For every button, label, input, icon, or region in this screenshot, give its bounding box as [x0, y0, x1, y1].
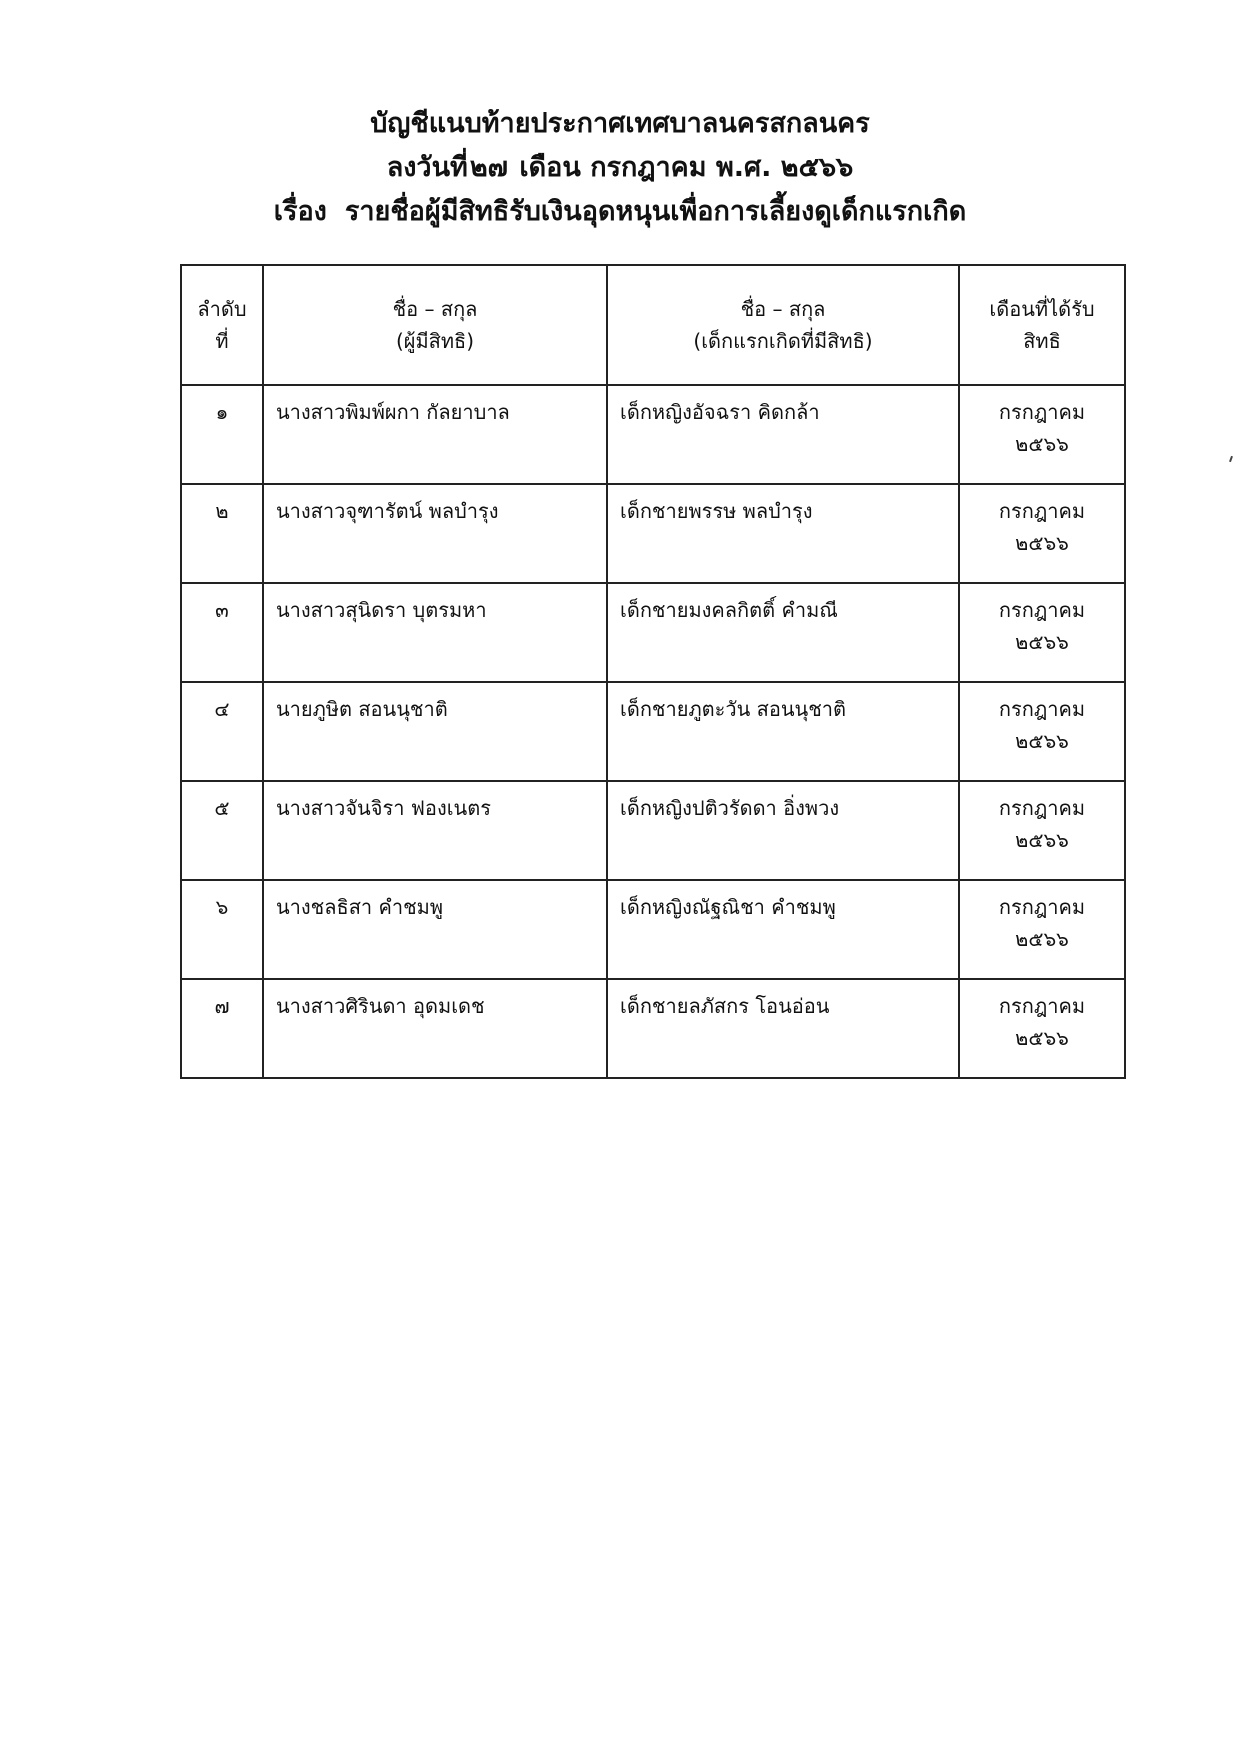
header-no-line1: ลำดับ [197, 297, 247, 321]
table-header-row [181, 265, 1125, 385]
header-rights-holder-line2: (ผู้มีสิทธิ) [395, 329, 475, 353]
child-name: เด็กชายภูตะวัน สอนนุชาติ [607, 682, 959, 781]
header-month-line2: สิทธิ [1023, 329, 1061, 353]
header-no [181, 265, 263, 385]
child-name: เด็กชายพรรษ พลบำรุง [607, 484, 959, 583]
month-year: ๒๕๖๖ [1015, 729, 1069, 753]
table-row [181, 880, 1125, 979]
rights-month [959, 385, 1125, 484]
row-number: ๖ [181, 880, 263, 979]
header-rights-holder [263, 265, 607, 385]
month-name: กรกฎาคม [998, 697, 1086, 721]
header-child-line1: ชื่อ – สกุล [740, 297, 826, 321]
table-row [181, 484, 1125, 583]
document-header [180, 108, 1060, 240]
rights-holder-name: นางสาวจันจิรา ฟองเนตร [263, 781, 607, 880]
scan-mark [1229, 456, 1233, 462]
row-number: ๑ [181, 385, 263, 484]
rights-month [959, 880, 1125, 979]
month-name: กรกฎาคม [998, 895, 1086, 919]
month-year: ๒๕๖๖ [1015, 927, 1069, 951]
child-name: เด็กหญิงอัจฉรา คิดกล้า [607, 385, 959, 484]
document-date-line [180, 152, 1060, 196]
table-row [181, 583, 1125, 682]
rights-month [959, 682, 1125, 781]
table-row [181, 385, 1125, 484]
rights-month [959, 583, 1125, 682]
date-prefix: ลงวันที่ [386, 152, 468, 183]
rights-holder-name: นางสาวศิรินดา อุดมเดช [263, 979, 607, 1078]
topic-label: เรื่อง [273, 196, 327, 227]
table-row [181, 979, 1125, 1078]
month-year: ๒๕๖๖ [1015, 828, 1069, 852]
row-number: ๕ [181, 781, 263, 880]
month-year: ๒๕๖๖ [1015, 531, 1069, 555]
document-topic-line [180, 196, 1060, 240]
month-name: กรกฎาคม [998, 598, 1086, 622]
rights-month [959, 484, 1125, 583]
month-year: ๒๕๖๖ [1015, 630, 1069, 654]
topic-text: รายชื่อผู้มีสิทธิรับเงินอุดหนุนเพื่อการเลี้ยงดูเด็กแรกเกิด [344, 196, 967, 227]
rights-holder-name: นางสาวจุฑารัตน์ พลบำรุง [263, 484, 607, 583]
header-no-line2: ที่ [215, 329, 229, 353]
row-number: ๒ [181, 484, 263, 583]
date-day: ๒๗ [469, 152, 508, 183]
rights-holder-name: นายภูษิต สอนนุชาติ [263, 682, 607, 781]
rights-holder-name: นางชลธิสา คำชมพู [263, 880, 607, 979]
row-number: ๓ [181, 583, 263, 682]
month-name: กรกฎาคม [998, 499, 1086, 523]
table-row [181, 682, 1125, 781]
rights-month [959, 781, 1125, 880]
child-name: เด็กชายลภัสกร โอนอ่อน [607, 979, 959, 1078]
month-name: กรกฎาคม [998, 400, 1086, 424]
table-row [181, 781, 1125, 880]
month-name: กรกฎาคม [998, 796, 1086, 820]
header-month-line1: เดือนที่ได้รับ [989, 297, 1095, 321]
header-month [959, 265, 1125, 385]
rights-holder-name: นางสาวสุนิดรา บุตรมหา [263, 583, 607, 682]
child-name: เด็กหญิงณัฐณิชา คำชมพู [607, 880, 959, 979]
date-suffix: เดือน กรกฎาคม พ.ศ. ๒๕๖๖ [519, 152, 854, 183]
document-title: บัญชีแนบท้ายประกาศเทศบาลนครสกลนคร [370, 108, 870, 139]
row-number: ๗ [181, 979, 263, 1078]
header-child-line2: (เด็กแรกเกิดที่มีสิทธิ) [693, 329, 873, 353]
rights-holder-name: นางสาวพิมพ์ผกา กัลยาบาล [263, 385, 607, 484]
row-number: ๔ [181, 682, 263, 781]
month-year: ๒๕๖๖ [1015, 432, 1069, 456]
month-year: ๒๕๖๖ [1015, 1026, 1069, 1050]
header-child [607, 265, 959, 385]
beneficiary-table [180, 264, 1126, 1079]
header-rights-holder-line1: ชื่อ – สกุล [392, 297, 478, 321]
child-name: เด็กหญิงปติวรัดดา อิ่งพวง [607, 781, 959, 880]
rights-month [959, 979, 1125, 1078]
month-name: กรกฎาคม [998, 994, 1086, 1018]
child-name: เด็กชายมงคลกิตติ์ คำมณี [607, 583, 959, 682]
